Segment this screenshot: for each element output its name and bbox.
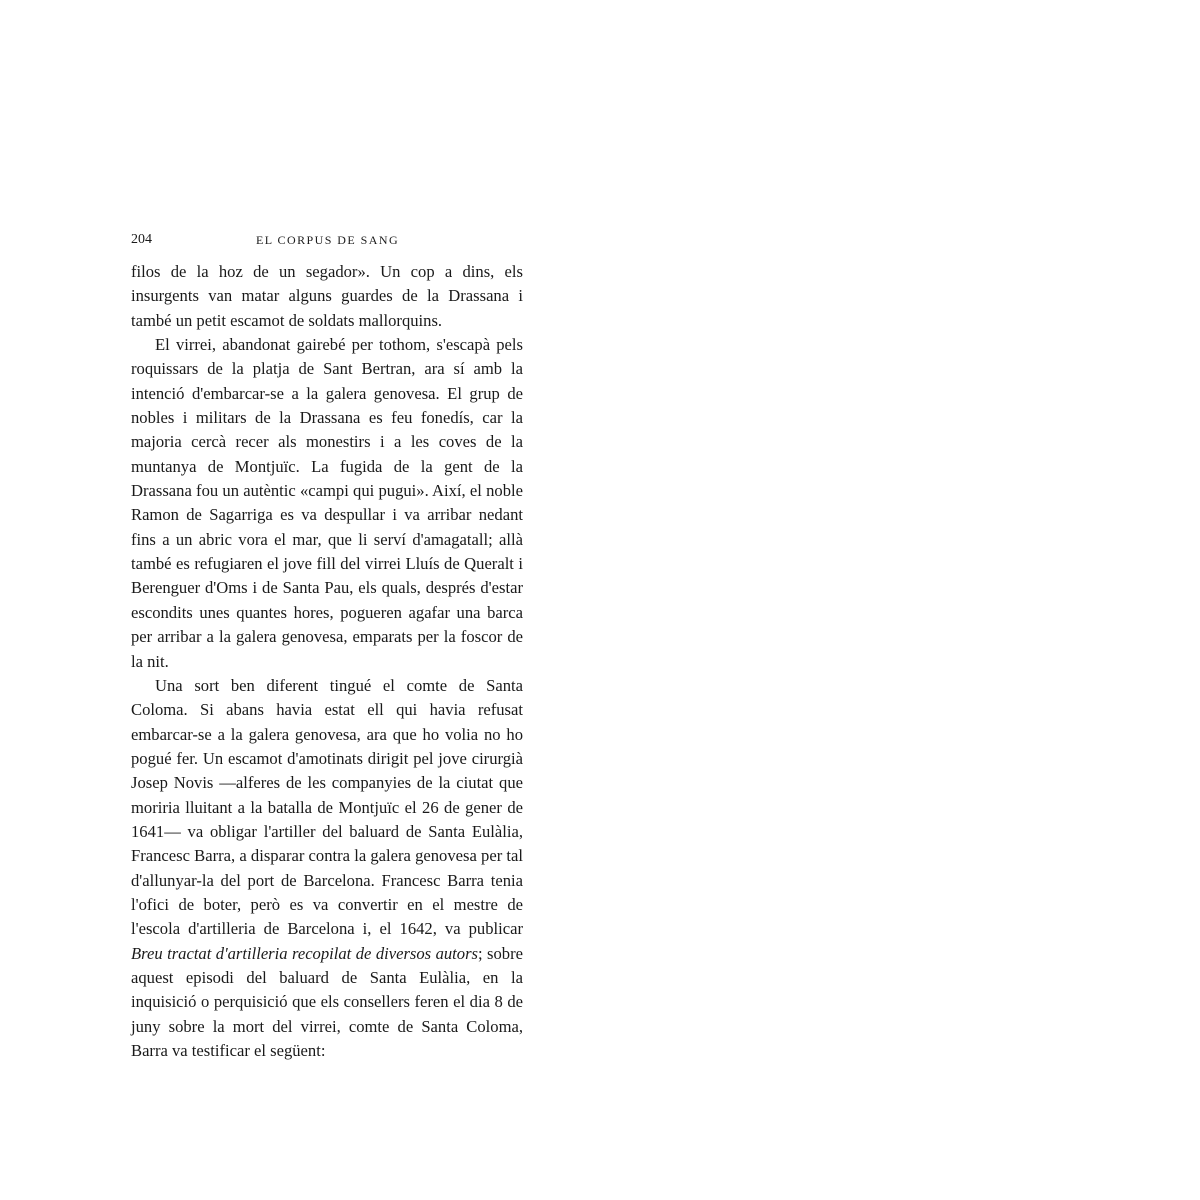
body-text: [131, 260, 523, 1063]
running-head: EL CORPUS DE SANG: [256, 233, 400, 247]
page-number: 204: [131, 232, 152, 247]
right-page: [600, 0, 1200, 1200]
paragraph: filos de la hoz de un segador». Un cop a dins, els insurgents van matar alguns guardes de la Drassana i també un petit escamot de soldats mallorquins.: [131, 262, 523, 330]
paragraph-text: ; sobre aquest episodi del baluard de Santa Eulàlia, en la inquisició o perquisició que els consellers feren el dia 8 de juny sobre la mort del virrei, comte de Santa Coloma, Barra va testificar el següent:: [131, 943, 523, 1060]
book-title: Breu tractat d'artilleria recopilat de diversos autors: [131, 943, 478, 963]
paragraph: El virrei, abandonat gairebé per tothom, s'escapà pels roquissars de la platja de Sant Bertran, ara sí amb la intenció d'embarcar-se a la galera genovesa. El grup de nobles i militars de la Drassana es feu fonedís, car la majoria cercà recer als monestirs i a les coves de la muntanya de Montjuïc. La fugida de la gent de la Drassana fou un autèntic «campi qui pugui». Així, el noble Ramon de Sagarriga es va despullar i va arribar nedant fins a un abric vora el mar, que li serví d'amagatall; allà també es refugiaren el jove fill del virrei Lluís de Queralt i Berenguer d'Oms i de Santa Pau, els quals, després d'estar escondits unes quantes hores, pogueren agafar una barca per arribar a la galera genovesa, emparats per la foscor de la nit.: [131, 335, 523, 671]
paragraph-text: Una sort ben diferent tingué el comte de Santa Coloma. Si abans havia estat ell qui havia refusat embarcar-se a la galera genovesa, ara que ho volia no ho pogué fer. Un escamot d'amotinats dirigit pel jove cirurgià Josep Novis —alferes de les companyies de la ciutat que moriria lluitant a la batalla de Montjuïc el 26 de gener de 1641— va obligar l'artiller del baluard de Santa Eulàlia, Francesc Barra, a disparar contra la galera genovesa per tal d'allunyar-la del port de Barcelona. Francesc Barra tenia l'ofici de boter, però es va convertir en el mestre de l'escola d'artilleria de Barcelona i, el 1642, va publicar: [131, 675, 523, 939]
paragraph: [131, 674, 523, 1064]
